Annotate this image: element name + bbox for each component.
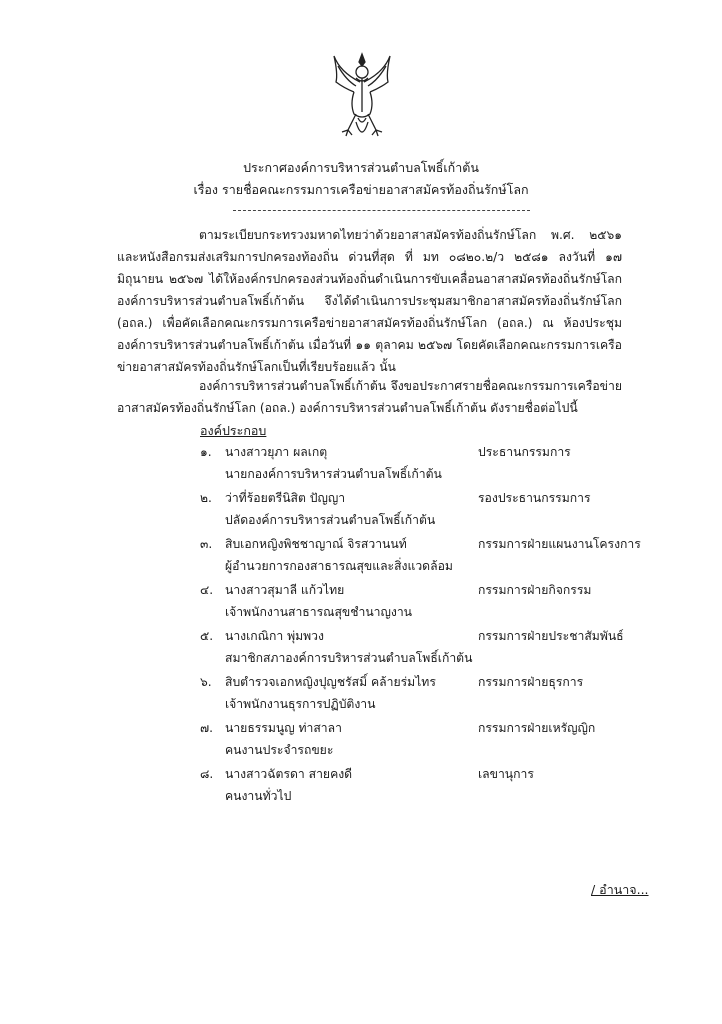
member-role: รองประธานกรรมการ (478, 491, 591, 505)
member-role: กรรมการฝ่ายกิจกรรม (478, 583, 592, 597)
member-role: กรรมการฝ่ายประชาสัมพันธ์ (478, 629, 624, 643)
member-role: กรรมการฝ่ายธุรการ (478, 675, 584, 689)
member-position: คนงานทั่วไป (225, 789, 292, 803)
member-position: ผู้อำนวยการกองสาธารณสุขและสิ่งแวดล้อม (225, 559, 453, 573)
member-row (0, 535, 722, 579)
body-paragraph-1: ตามระเบียบกระทรวงมหาดไทยว่าด้วยอาสาสมัครท้องถิ่นรักษ์โลก พ.ศ. ๒๕๖๑ และหนังสือกรมส่งเสริมการปกครองท้องถิ่น ด่วนที่สุด ที่ มท ๐๘๒๐.๒/ว ๒๕๘๑ ลงวันที่ ๑๗ มิถุนายน ๒๕๖๗ ได้ให้องค์กรปกครองส่วนท้องถิ่นดำเนินการขับเคลื่อนอาสาสมัครท้องถิ่นรักษ์โลก องค์การบริหารส่วนตำบลโพธิ์เก้าต้น จึงได้ดำเนินการประชุมสมาชิกอาสาสมัครท้องถิ่นรักษ์โลก (อถล.) เพื่อคัดเลือกคณะกรรมการเครือข่ายอาสาสมัครท้องถิ่นรักษ์โลก (อถล.) ณ ห้องประชุมองค์การบริหารส่วนตำบลโพธิ์เก้าต้น เมื่อวันที่ ๑๑ ตุลาคม ๒๕๖๗ โดยคัดเลือกคณะกรรมการเครือข่ายอาสาสมัครท้องถิ่นรักษ์โลกเป็นที่เรียบร้อยแล้ว นั้น (117, 228, 622, 374)
member-number: ๓. (200, 537, 213, 551)
member-number: ๘. (200, 767, 214, 781)
member-role: กรรมการฝ่ายเหรัญญิก (478, 721, 596, 735)
member-row (0, 627, 722, 671)
member-role: ประธานกรรมการ (478, 445, 571, 459)
garuda-emblem-icon (330, 52, 394, 144)
header-divider (233, 210, 530, 211)
body-paragraph-2: องค์การบริหารส่วนตำบลโพธิ์เก้าต้น จึงขอประกาศรายชื่อคณะกรรมการเครือข่ายอาสาสมัครท้องถิ่นรักษ์โลก (อถล.) องค์การบริหารส่วนตำบลโพธิ์เก้าต้น ดังรายชื่อต่อไปนี้ (117, 379, 622, 415)
member-number: ๔. (200, 583, 214, 597)
member-name: นางสาวสุมาลี แก้วไทย (225, 583, 345, 597)
member-position: เจ้าพนักงานธุรการปฏิบัติงาน (225, 697, 376, 711)
member-name: นางสาวฉัตรดา สายคงดี (225, 767, 353, 781)
member-position: นายกองค์การบริหารส่วนตำบลโพธิ์เก้าต้น (225, 467, 442, 481)
announcement-title: ประกาศองค์การบริหารส่วนตำบลโพธิ์เก้าต้น (243, 160, 479, 175)
member-row (0, 765, 722, 809)
member-number: ๒. (200, 491, 212, 505)
member-name: สิบตำรวจเอกหญิงปุญชรัสมิ์ คล้ายร่มไทร (225, 675, 436, 689)
member-name: สิบเอกหญิงพิชชาญาณ์ จิรสวานนท์ (225, 537, 407, 551)
member-position: สมาชิกสภาองค์การบริหารส่วนตำบลโพธิ์เก้าต้น (225, 651, 473, 665)
member-row (0, 673, 722, 717)
member-number: ๗. (200, 721, 214, 735)
announcement-subject: เรื่อง รายชื่อคณะกรรมการเครือข่ายอาสาสมัครท้องถิ่นรักษ์โลก (193, 182, 529, 197)
member-row (0, 719, 722, 763)
member-role: กรรมการฝ่ายแผนงานโครงการ (478, 537, 641, 551)
member-number: ๖. (200, 675, 212, 689)
member-name: นางเกณิกา พุ่มพวง (225, 629, 324, 643)
member-name: ว่าที่ร้อยตรีนิสิต ปัญญา (225, 491, 346, 505)
member-position: เจ้าพนักงานสาธารณสุขชำนาญงาน (225, 605, 413, 619)
member-row (0, 581, 722, 625)
composition-heading: องค์ประกอบ (200, 423, 267, 438)
member-row (0, 489, 722, 533)
member-number: ๑. (200, 445, 212, 459)
member-position: ปลัดองค์การบริหารส่วนตำบลโพธิ์เก้าต้น (225, 513, 436, 527)
member-name: นางสาวยุภา ผลเกตุ (225, 445, 328, 459)
member-name: นายธรรมนูญ ท่าสาลา (225, 721, 342, 735)
continuation-marker: / อำนาจ... (591, 882, 649, 897)
member-position: คนงานประจำรถขยะ (225, 743, 334, 757)
member-row (0, 443, 722, 487)
member-number: ๕. (200, 629, 214, 643)
member-role: เลขานุการ (478, 767, 534, 781)
